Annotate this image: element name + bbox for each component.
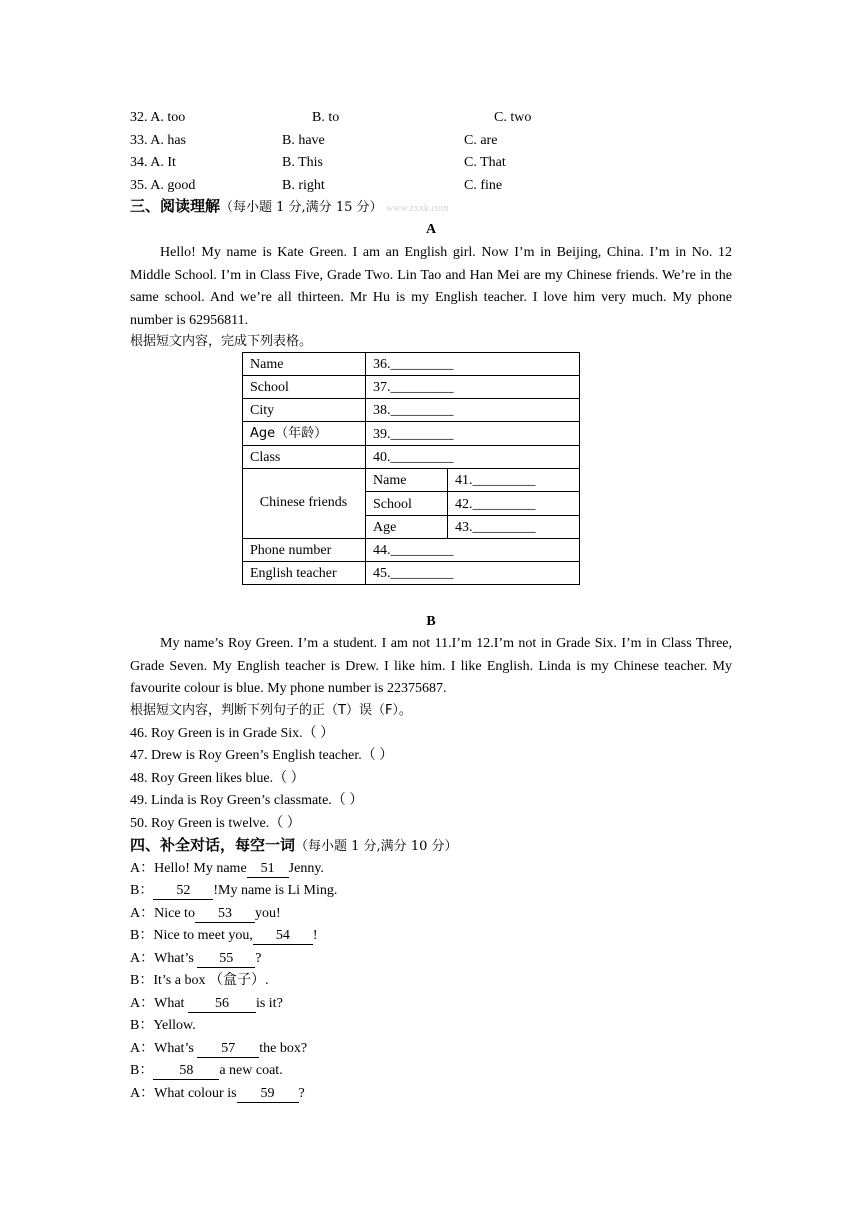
dialogue-blank: 51 <box>247 861 289 878</box>
dialogue-line <box>130 882 337 900</box>
dialogue-line <box>130 1085 305 1103</box>
friends-row-label: Age <box>373 520 397 535</box>
speaker: A： <box>130 1086 155 1101</box>
dialogue-text: Nice to <box>154 906 195 921</box>
choice-32-b: B. to <box>312 110 340 125</box>
dialogue-text: Nice to meet you, <box>153 928 253 943</box>
table-row-blank: 36._________ <box>373 357 454 372</box>
choice-33-b: B. have <box>282 133 325 148</box>
speaker: A： <box>130 951 155 966</box>
dialogue-line <box>130 1017 196 1035</box>
passage-a-label: A <box>425 222 437 237</box>
dialogue-text: Jenny. <box>288 861 324 876</box>
passage-b-instruction: 根据短文内容，判断下列句子的正（T）误（F）。 <box>130 703 412 718</box>
friends-row-blank: 42._________ <box>455 497 536 512</box>
table-row-label: English teacher <box>250 566 337 581</box>
table-row-label: Class <box>250 450 281 465</box>
dialogue-text: Hello! My name <box>154 861 247 876</box>
table-row-label: Age（年龄） <box>250 426 328 441</box>
choice-33-a: 33. A. has <box>130 133 186 148</box>
friends-row-blank: 43._________ <box>455 520 536 535</box>
speaker: A： <box>130 996 155 1011</box>
dialogue-text: the box? <box>259 1041 308 1056</box>
table-row-label: School <box>250 380 289 395</box>
choice-35-b: B. right <box>282 178 325 193</box>
dialogue-text: is it? <box>255 996 283 1011</box>
speaker: B： <box>130 973 154 988</box>
speaker: A： <box>130 861 155 876</box>
speaker: B： <box>130 928 154 943</box>
dialogue-text: What’s <box>154 1041 198 1056</box>
section-3-note: （每小题 1 分,满分 15 分） <box>220 200 383 215</box>
dialogue-text: Yellow. <box>153 1018 196 1033</box>
watermark-text: www.zxxk.com <box>386 203 449 214</box>
table-row-label: Name <box>250 357 284 372</box>
friends-row-label: Name <box>373 473 407 488</box>
passage-a-instruction: 根据短文内容，完成下列表格。 <box>130 334 313 349</box>
table-row-blank: 44._________ <box>373 543 454 558</box>
table-row-blank: 40._________ <box>373 450 454 465</box>
section-4-title: 四、补全对话，每空一词 <box>130 836 296 854</box>
friends-label: Chinese friends <box>259 495 348 510</box>
passage-a-text: Hello! My name is Kate Green. I am an English girl. Now I’m in Beijing, China. I’m in No. 12 Middle School. I’m in Class Five, Grade Two. Lin Tao and Han Mei are my Chinese friends. We’re in the same school. And we’re all thirteen. Mr Hu is my English teacher. I love him very much. My phone number is 62956811. <box>130 245 732 328</box>
passage-b-label: B <box>426 614 436 629</box>
dialogue-blank: 57 <box>197 1041 259 1058</box>
choice-32-a: 32. A. too <box>130 110 186 125</box>
tf-item: 50. Roy Green is twelve.（ ） <box>130 816 301 831</box>
speaker: A： <box>130 906 155 921</box>
dialogue-text: ? <box>255 951 262 966</box>
info-table <box>242 352 580 585</box>
dialogue-text: What <box>154 996 188 1011</box>
dialogue-line <box>130 860 324 878</box>
dialogue-text: a new coat. <box>219 1063 283 1078</box>
dialogue-blank: 58 <box>153 1063 219 1080</box>
friends-row-blank: 41._________ <box>455 473 536 488</box>
dialogue-text: ? <box>298 1086 305 1101</box>
section-3-heading <box>130 197 449 218</box>
passage-b <box>130 633 732 701</box>
passage-a <box>130 242 732 332</box>
dialogue-text: What’s <box>154 951 198 966</box>
choice-33-c: C. are <box>464 133 498 148</box>
dialogue-blank: 52 <box>153 883 213 900</box>
dialogue-text: What colour is <box>154 1086 237 1101</box>
dialogue-blank: 53 <box>195 906 255 923</box>
choice-32-c: C. two <box>494 110 532 125</box>
dialogue-line <box>130 995 283 1013</box>
dialogue-line <box>130 905 281 923</box>
choice-34-c: C. That <box>464 155 506 170</box>
dialogue-text: ! <box>312 928 318 943</box>
table-row-blank: 39._________ <box>373 427 454 442</box>
dialogue-text: you! <box>254 906 281 921</box>
friends-row-label: School <box>373 497 412 512</box>
tf-item: 49. Linda is Roy Green’s classmate.（ ） <box>130 793 364 808</box>
speaker: B： <box>130 1018 154 1033</box>
table-row-label: City <box>250 403 275 418</box>
dialogue-blank: 54 <box>253 928 313 945</box>
dialogue-line <box>130 1062 283 1080</box>
passage-b-text: My name’s Roy Green. I’m a student. I am not 11.I’m 12.I’m not in Grade Six. I’m in Class Three, Grade Seven. My English teacher is Drew. I like him. I like English. Linda is my Chinese teacher. My favourite colour is blue. My phone number is 22375687. <box>130 636 732 697</box>
dialogue-blank: 59 <box>237 1086 299 1103</box>
dialogue-line <box>130 1040 307 1058</box>
choice-35-a: 35. A. good <box>130 178 196 193</box>
dialogue-blank: 56 <box>188 996 256 1013</box>
section-4-note: （每小题 1 分,满分 10 分） <box>295 839 458 854</box>
choice-34-a: 34. A. It <box>130 155 176 170</box>
table-row-blank: 37._________ <box>373 380 454 395</box>
speaker: A： <box>130 1041 155 1056</box>
table-row-blank: 45._________ <box>373 566 454 581</box>
table-row-blank: 38._________ <box>373 403 454 418</box>
choice-35-c: C. fine <box>464 178 503 193</box>
choice-34-b: B. This <box>282 155 323 170</box>
dialogue-text: !My name is Li Ming. <box>213 883 338 898</box>
speaker: B： <box>130 883 154 898</box>
table-row-label: Phone number <box>250 543 332 558</box>
dialogue-blank: 55 <box>197 951 255 968</box>
tf-item: 47. Drew is Roy Green’s English teacher.（ ） <box>130 748 394 763</box>
speaker: B： <box>130 1063 154 1078</box>
tf-item: 48. Roy Green likes blue.（ ） <box>130 771 305 786</box>
tf-item: 46. Roy Green is in Grade Six.（ ） <box>130 726 335 741</box>
section-3-title: 三、阅读理解 <box>130 197 221 215</box>
section-4-heading <box>130 836 458 856</box>
dialogue-text: It’s a box （盒子）. <box>153 973 269 988</box>
dialogue-line <box>130 972 268 990</box>
dialogue-line <box>130 950 262 968</box>
dialogue-line <box>130 927 318 945</box>
